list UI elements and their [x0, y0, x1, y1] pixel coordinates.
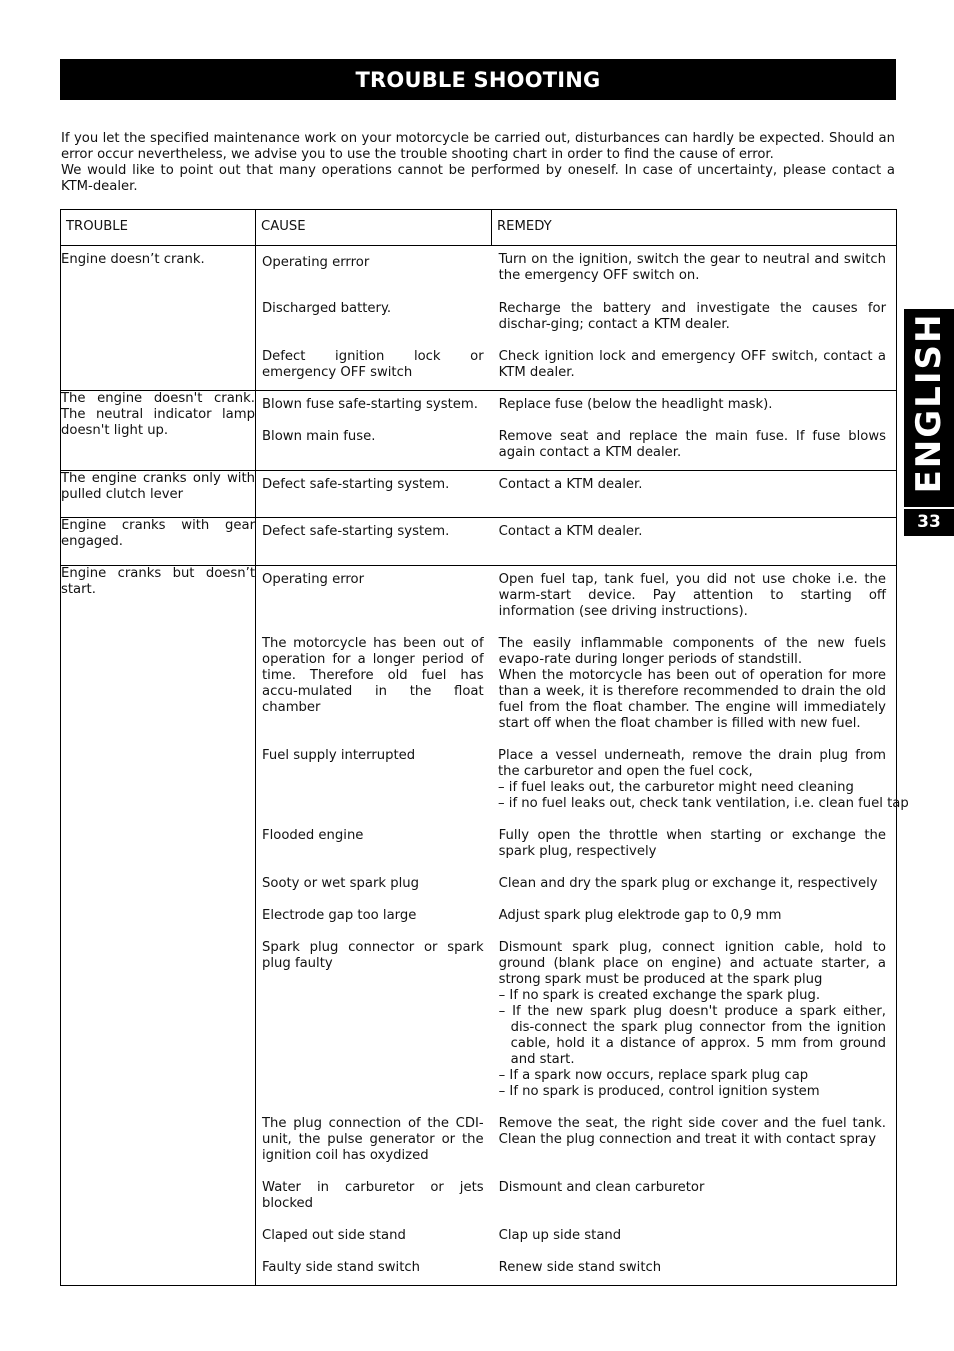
- remedy-text: Fully open the throttle when starting or exchange the spark plug, respectively: [498, 828, 886, 859]
- remedy-block: [491, 748, 909, 812]
- header-trouble: TROUBLE: [61, 210, 256, 246]
- cause-text: Blown fuse safe-starting system.: [262, 397, 478, 412]
- list-item: [256, 636, 896, 732]
- list-item: [256, 349, 896, 381]
- remedy-text: Turn on the ignition, switch the gear to neutral and switch the emergency OFF switch on.: [498, 252, 886, 283]
- remedy-text: Replace fuse (below the headlight mask).: [498, 397, 773, 412]
- cause-text: Defect safe-starting system.: [262, 477, 450, 492]
- trouble-cell: Engine cranks but doesn’t start.: [61, 566, 256, 1286]
- remedy-block: [492, 636, 896, 732]
- list-item: [256, 1180, 896, 1212]
- cause-text: Flooded engine: [262, 828, 364, 843]
- remedy-bullet: – if no fuel leaks out, check tank ventilation, i.e. clean fuel tap: [498, 796, 909, 811]
- list-item: [256, 252, 896, 284]
- remedy-bullet: – If the new spark plug doesn't produce a spark either, dis-connect the spark plug connector from the ignition cable, hold it a distance of approx. 5 mm from ground and start.: [498, 1004, 886, 1067]
- cause-text: Defect ignition lock or emergency OFF switch: [262, 349, 484, 380]
- cause-remedy-cell: [256, 566, 909, 1286]
- page-title: TROUBLE SHOOTING: [355, 67, 601, 92]
- table-row: [61, 566, 897, 1286]
- list-item: [256, 1116, 896, 1164]
- cause-remedy-cell: [256, 246, 897, 391]
- list-item: [256, 429, 896, 461]
- trouble-shooting-table: [60, 209, 909, 1286]
- trouble-cell: The engine doesn't crank. The neutral indicator lamp doesn't light up.: [61, 391, 256, 471]
- cause-text: Blown main fuse.: [262, 429, 376, 444]
- cause-text: Water in carburetor or jets blocked: [262, 1180, 484, 1211]
- remedy-text: Contact a KTM dealer.: [498, 477, 643, 492]
- cause-remedy-cell: [256, 471, 897, 518]
- list-item: [256, 477, 896, 493]
- list-item: [256, 301, 896, 333]
- trouble-cell: Engine cranks with gear engaged.: [61, 518, 256, 566]
- remedy-text: Clap up side stand: [498, 1228, 622, 1243]
- list-item: [256, 876, 896, 892]
- cause-text: Defect safe-starting system.: [262, 524, 450, 539]
- cause-text: The motorcycle has been out of operation for a longer period of time. Therefore old fuel has accu-mulated in the float chamber: [262, 636, 484, 715]
- list-item: [256, 828, 896, 860]
- list-item: [256, 940, 896, 1100]
- remedy-text: Remove seat and replace the main fuse. If fuse blows again contact a KTM dealer.: [498, 429, 886, 460]
- list-item: [256, 908, 896, 924]
- remedy-text: Dismount and clean carburetor: [498, 1180, 705, 1195]
- cause-remedy-cell: [256, 518, 897, 566]
- remedy-block: [492, 940, 896, 1100]
- trouble-cell: Engine doesn’t crank.: [61, 246, 256, 391]
- intro-text: [61, 131, 895, 195]
- cause-text: Sooty or wet spark plug: [262, 876, 419, 891]
- cause-text: Operating error: [262, 572, 365, 587]
- remedy-bullet: – If no spark is created exchange the spark plug.: [498, 988, 821, 1003]
- list-item: [256, 748, 909, 812]
- list-item: [256, 397, 896, 413]
- remedy-text: Place a vessel underneath, remove the drain plug from the carburetor and open the fuel cock,: [498, 748, 886, 779]
- remedy-text: The easily inflammable components of the new fuels evapo-rate during longer periods of standstill.: [498, 636, 886, 667]
- list-item: [256, 572, 896, 620]
- list-item: [256, 1260, 896, 1276]
- page-title-bar: [60, 59, 896, 100]
- header-cause: CAUSE: [256, 210, 492, 246]
- remedy-text-continued: When the motorcycle has been out of operation for more than a week, it is therefore recommended to drain the old fuel from the float chamber. The engine will immediately start off when the float chamber is filled with new fuel.: [498, 668, 886, 731]
- remedy-bullet: – If no spark is produced, control ignition system: [498, 1084, 820, 1099]
- cause-text: Claped out side stand: [262, 1228, 406, 1243]
- remedy-text: Recharge the battery and investigate the causes for dischar-ging; contact a KTM dealer.: [498, 301, 886, 332]
- intro-paragraph-2: We would like to point out that many operations cannot be performed by oneself. In case of uncertainty, please contact a KTM-dealer.: [61, 163, 895, 194]
- table-row: [61, 391, 897, 471]
- language-side-tab: [904, 309, 954, 536]
- cause-text: Spark plug connector or spark plug faulty: [262, 940, 484, 971]
- page-number: 33: [917, 512, 941, 532]
- header-remedy: REMEDY: [492, 210, 897, 246]
- table-row: [61, 518, 897, 566]
- cause-text: Operating errror: [262, 255, 370, 270]
- remedy-text: Dismount spark plug, connect ignition cable, hold to ground (blank place on engine) and actuate starter, a strong spark must be produced at the spark plug: [498, 940, 886, 987]
- table-header-row: [61, 210, 897, 246]
- remedy-text: Adjust spark plug elektrode gap to 0,9 mm: [498, 908, 782, 923]
- remedy-text: Remove the seat, the right side cover and the fuel tank. Clean the plug connection and treat it with contact spray: [498, 1116, 886, 1147]
- trouble-cell: The engine cranks only with pulled clutch lever: [61, 471, 256, 518]
- list-item: [256, 524, 896, 540]
- side-tab-divider: [904, 507, 954, 509]
- cause-text: Faulty side stand switch: [262, 1260, 420, 1275]
- cause-remedy-cell: [256, 391, 897, 471]
- table-row: [61, 246, 897, 391]
- remedy-text: Renew side stand switch: [498, 1260, 662, 1275]
- cause-text: Electrode gap too large: [262, 908, 417, 923]
- intro-paragraph-1: If you let the specified maintenance work on your motorcycle be carried out, disturbances can hardly be expected. Should an error occur nevertheless, we advise you to use the trouble shooting chart in order to find the cause of error.: [61, 131, 895, 162]
- cause-text: The plug connection of the CDI-unit, the pulse generator or the ignition coil has oxydized: [262, 1116, 484, 1163]
- cause-text: Discharged battery.: [262, 301, 392, 316]
- remedy-text: Clean and dry the spark plug or exchange it, respectively: [498, 876, 878, 891]
- remedy-text: Open fuel tap, tank fuel, you did not use choke i.e. the warm-start device. Pay attention to starting off information (see driving instructions).: [498, 572, 886, 619]
- remedy-text: Check ignition lock and emergency OFF switch, contact a KTM dealer.: [498, 349, 886, 380]
- remedy-text: Contact a KTM dealer.: [498, 524, 643, 539]
- remedy-bullet: – If a spark now occurs, replace spark plug cap: [498, 1068, 809, 1083]
- remedy-bullet: – if fuel leaks out, the carburetor might need cleaning: [498, 780, 854, 795]
- table-row: [61, 471, 897, 518]
- cause-text: Fuel supply interrupted: [262, 748, 416, 763]
- language-label: ENGLISH: [909, 312, 949, 494]
- list-item: [256, 1228, 896, 1244]
